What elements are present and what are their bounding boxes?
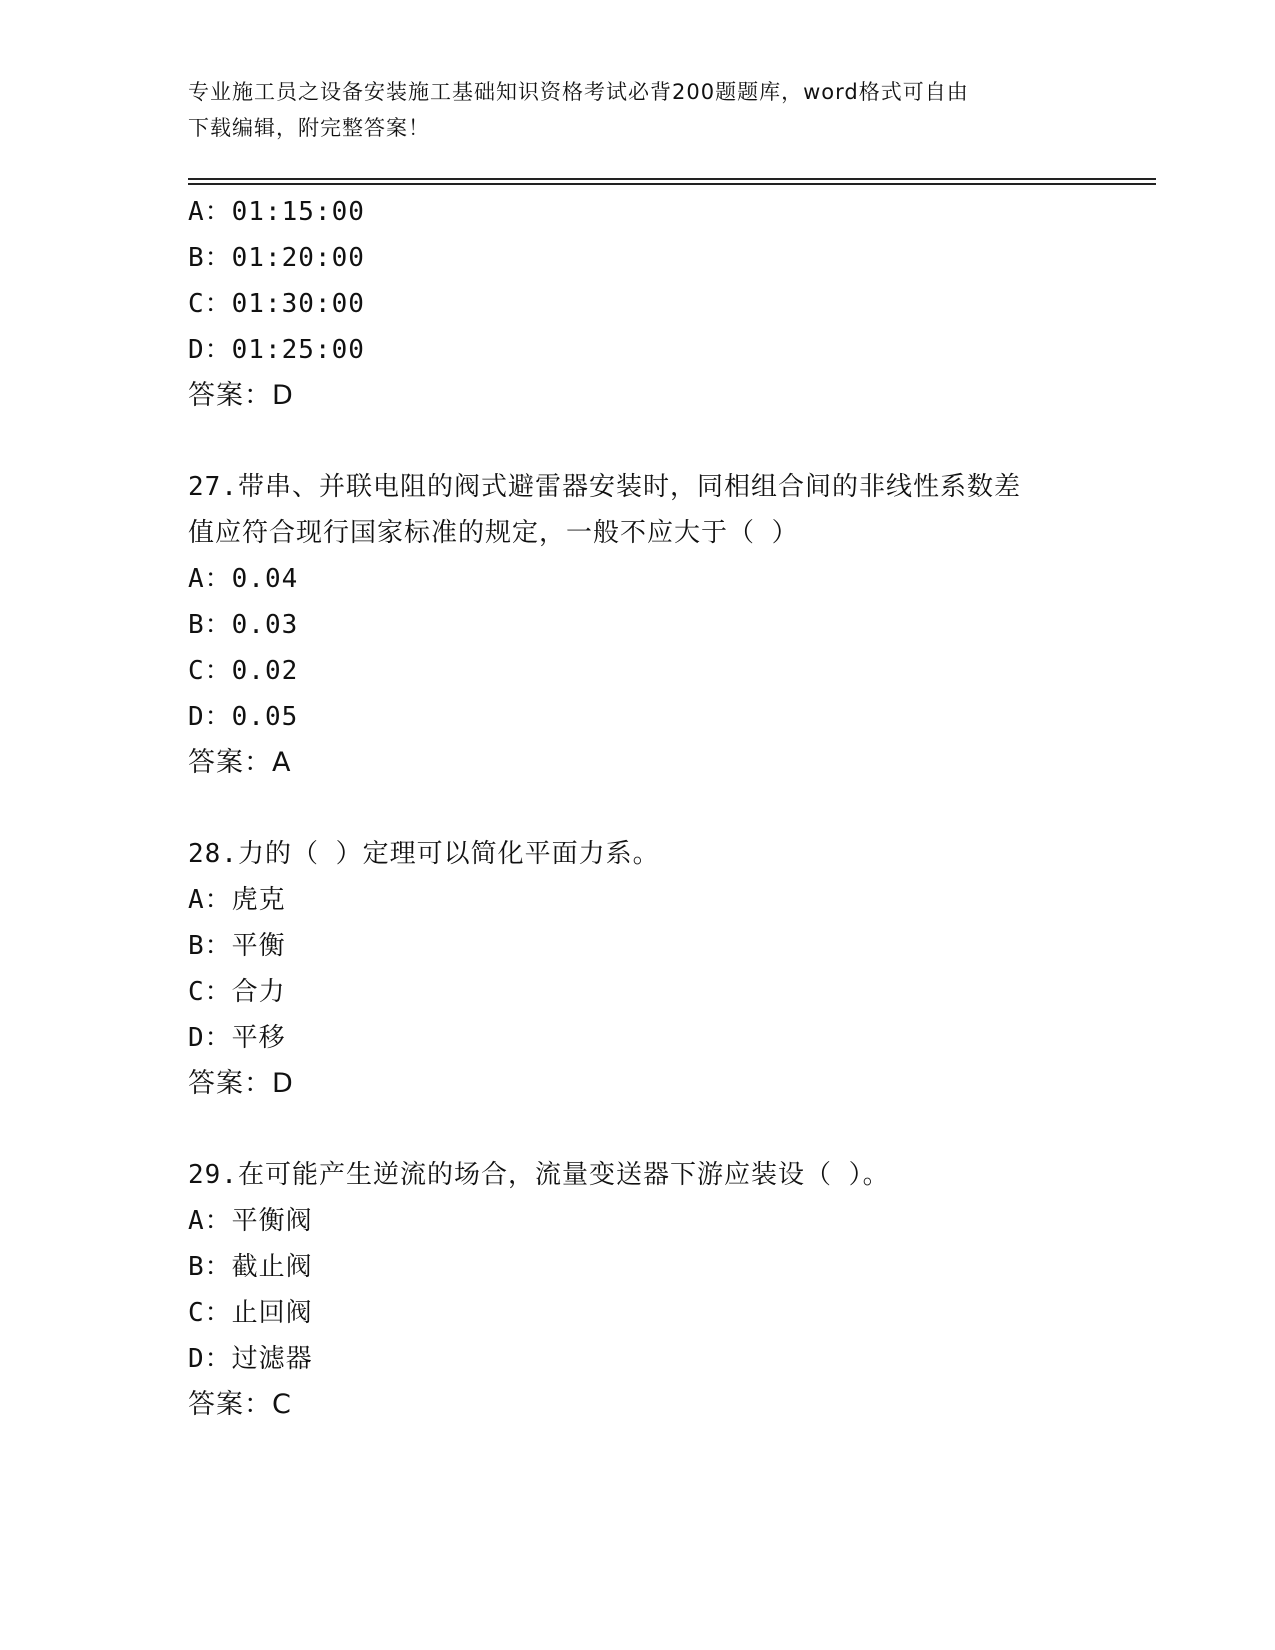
- document-header: [188, 74, 1068, 146]
- question-stem: 27.带串、并联电阻的阀式避雷器安装时，同相组合间的非线性系数差: [188, 472, 1021, 502]
- option-a: A：01:15:00: [188, 197, 365, 227]
- spacer: [188, 786, 1088, 831]
- header-divider-bottom: [188, 183, 1156, 185]
- option-a: A：0.04: [188, 564, 299, 594]
- option-c: C：止回阀: [188, 1298, 313, 1328]
- question-stem: 29.在可能产生逆流的场合，流量变送器下游应装设（ ）。: [188, 1160, 890, 1190]
- spacer: [188, 1107, 1088, 1152]
- question-list: [188, 189, 1088, 1428]
- answer-line: 答案：D: [188, 380, 294, 411]
- question-block-26: [188, 189, 1088, 419]
- option-c: C：01:30:00: [188, 289, 365, 319]
- answer-line: 答案：C: [188, 1389, 292, 1420]
- question-stem: 28.力的（ ）定理可以简化平面力系。: [188, 839, 660, 869]
- header-line-1: 专业施工员之设备安装施工基础知识资格考试必背200题题库，word格式可自由: [188, 80, 969, 104]
- option-d: D：01:25:00: [188, 335, 365, 365]
- answer-line: 答案：A: [188, 747, 292, 778]
- question-block-27: [188, 464, 1088, 786]
- option-b: B：01:20:00: [188, 243, 365, 273]
- option-a: A：平衡阀: [188, 1206, 313, 1236]
- question-block-29: [188, 1152, 1088, 1428]
- question-block-28: [188, 831, 1088, 1107]
- option-d: D：0.05: [188, 702, 299, 732]
- option-a: A：虎克: [188, 885, 286, 915]
- header-divider-top: [188, 178, 1156, 180]
- answer-line: 答案：D: [188, 1068, 294, 1099]
- option-c: C：合力: [188, 977, 286, 1007]
- option-b: B：截止阀: [188, 1252, 313, 1282]
- option-d: D：平移: [188, 1023, 286, 1053]
- option-b: B：0.03: [188, 610, 299, 640]
- header-line-2: 下载编辑，附完整答案！: [188, 116, 430, 140]
- spacer: [188, 419, 1088, 464]
- option-c: C：0.02: [188, 656, 299, 686]
- question-stem-continued: 值应符合现行国家标准的规定，一般不应大于（ ）: [188, 518, 799, 548]
- option-d: D：过滤器: [188, 1344, 313, 1374]
- option-b: B：平衡: [188, 931, 286, 961]
